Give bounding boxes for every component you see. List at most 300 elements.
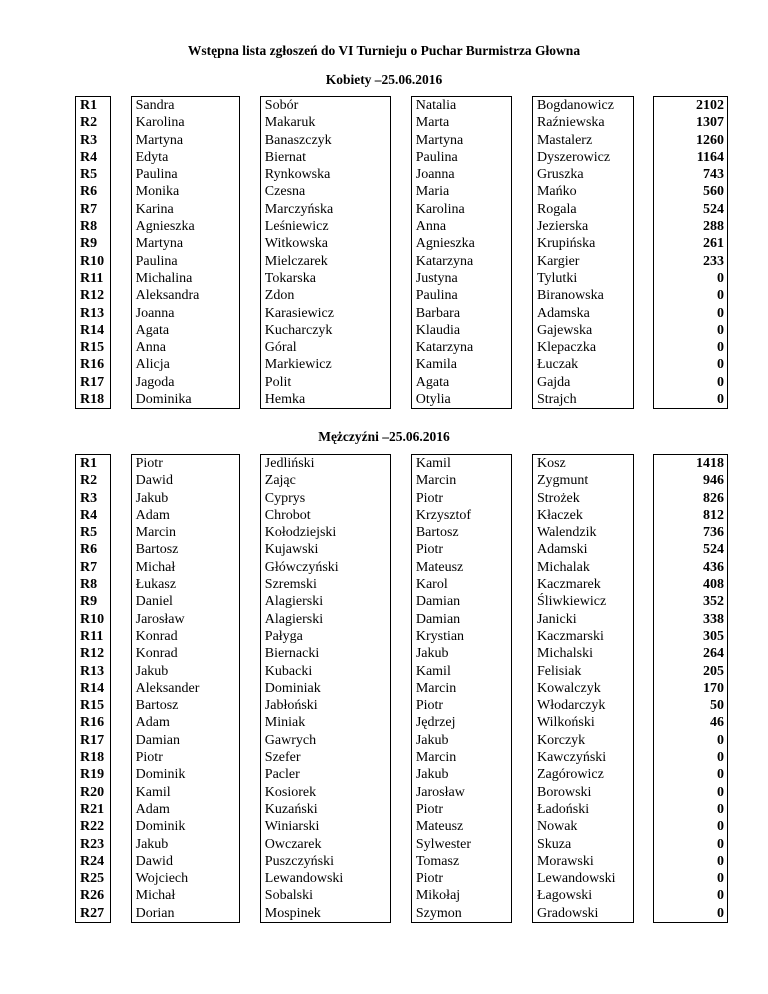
player1-first-name: Jakub bbox=[131, 836, 239, 853]
team-code: R16 bbox=[76, 714, 111, 731]
team-points: 524 bbox=[654, 541, 728, 558]
column-gap bbox=[633, 524, 654, 541]
column-gap bbox=[512, 524, 533, 541]
team-points: 743 bbox=[654, 166, 728, 183]
team-points: 338 bbox=[654, 611, 728, 628]
player2-first-name: Joanna bbox=[411, 166, 512, 183]
player1-last-name: Pałyga bbox=[260, 628, 390, 645]
column-gap bbox=[110, 818, 131, 835]
player1-last-name: Kucharczyk bbox=[260, 322, 390, 339]
team-points: 46 bbox=[654, 714, 728, 731]
player1-last-name: Puszczyński bbox=[260, 853, 390, 870]
column-gap bbox=[391, 836, 412, 853]
team-points: 0 bbox=[654, 305, 728, 322]
column-gap bbox=[391, 524, 412, 541]
team-code: R2 bbox=[76, 114, 111, 131]
team-code: R5 bbox=[76, 166, 111, 183]
column-gap bbox=[633, 593, 654, 610]
team-points: 826 bbox=[654, 490, 728, 507]
column-gap bbox=[391, 697, 412, 714]
player2-first-name: Anna bbox=[411, 218, 512, 235]
column-gap bbox=[512, 391, 533, 409]
column-gap bbox=[633, 732, 654, 749]
player2-last-name: Michalski bbox=[532, 645, 633, 662]
column-gap bbox=[633, 766, 654, 783]
column-gap bbox=[110, 455, 131, 473]
column-gap bbox=[633, 905, 654, 923]
team-row bbox=[76, 166, 728, 183]
column-gap bbox=[633, 339, 654, 356]
team-row bbox=[76, 576, 728, 593]
column-gap bbox=[512, 853, 533, 870]
column-gap bbox=[633, 183, 654, 200]
player2-last-name: Gajda bbox=[532, 374, 633, 391]
column-gap bbox=[110, 836, 131, 853]
player1-last-name: Alagierski bbox=[260, 611, 390, 628]
player2-first-name: Jakub bbox=[411, 766, 511, 783]
player2-last-name: Nowak bbox=[532, 818, 633, 835]
team-points: 0 bbox=[654, 801, 728, 818]
column-gap bbox=[391, 766, 412, 783]
player1-first-name: Adam bbox=[131, 507, 239, 524]
player2-first-name: Maria bbox=[411, 183, 512, 200]
player1-first-name: Aleksander bbox=[131, 680, 239, 697]
player1-first-name: Joanna bbox=[131, 305, 239, 322]
column-gap bbox=[110, 766, 131, 783]
column-gap bbox=[391, 356, 412, 373]
team-points: 288 bbox=[654, 218, 728, 235]
column-gap bbox=[110, 490, 131, 507]
column-gap bbox=[512, 697, 533, 714]
team-points: 0 bbox=[654, 784, 728, 801]
player2-first-name: Marcin bbox=[411, 749, 511, 766]
player1-last-name: Kuzański bbox=[260, 801, 390, 818]
team-code: R13 bbox=[76, 305, 111, 322]
column-gap bbox=[512, 541, 533, 558]
player1-last-name: Szremski bbox=[260, 576, 390, 593]
player1-first-name: Damian bbox=[131, 732, 239, 749]
team-row bbox=[76, 253, 728, 270]
player2-last-name: Łuczak bbox=[532, 356, 633, 373]
player2-last-name: Ładoński bbox=[532, 801, 633, 818]
column-gap bbox=[512, 114, 533, 131]
column-gap bbox=[633, 305, 654, 322]
column-gap bbox=[391, 270, 412, 287]
team-row bbox=[76, 714, 728, 731]
player1-first-name: Jarosław bbox=[131, 611, 239, 628]
player1-first-name: Karolina bbox=[131, 114, 239, 131]
column-gap bbox=[240, 887, 261, 904]
column-gap bbox=[633, 663, 654, 680]
team-points: 0 bbox=[654, 853, 728, 870]
player1-first-name: Martyna bbox=[131, 235, 239, 252]
column-gap bbox=[633, 836, 654, 853]
column-gap bbox=[240, 801, 261, 818]
team-code: R23 bbox=[76, 836, 111, 853]
column-gap bbox=[240, 645, 261, 662]
player2-last-name: Zagórowicz bbox=[532, 766, 633, 783]
team-points: 50 bbox=[654, 697, 728, 714]
column-gap bbox=[512, 749, 533, 766]
team-points: 1164 bbox=[654, 149, 728, 166]
player2-first-name: Karolina bbox=[411, 201, 512, 218]
player2-last-name: Gajewska bbox=[532, 322, 633, 339]
column-gap bbox=[110, 593, 131, 610]
column-gap bbox=[391, 253, 412, 270]
team-points: 2102 bbox=[654, 97, 728, 115]
player1-last-name: Kołodziejski bbox=[260, 524, 390, 541]
team-code: R27 bbox=[76, 905, 111, 923]
team-code: R15 bbox=[76, 339, 111, 356]
team-row bbox=[76, 490, 728, 507]
column-gap bbox=[110, 253, 131, 270]
team-points: 170 bbox=[654, 680, 728, 697]
column-gap bbox=[240, 818, 261, 835]
column-gap bbox=[391, 305, 412, 322]
column-gap bbox=[391, 287, 412, 304]
team-points: 0 bbox=[654, 732, 728, 749]
team-code: R9 bbox=[76, 593, 111, 610]
player1-first-name: Kamil bbox=[131, 784, 239, 801]
player2-first-name: Marcin bbox=[411, 680, 511, 697]
column-gap bbox=[240, 593, 261, 610]
column-gap bbox=[633, 645, 654, 662]
player1-last-name: Miniak bbox=[260, 714, 390, 731]
player2-first-name: Marta bbox=[411, 114, 512, 131]
player1-last-name: Tokarska bbox=[260, 270, 390, 287]
team-row bbox=[76, 905, 728, 923]
player2-last-name: Łagowski bbox=[532, 887, 633, 904]
column-gap bbox=[391, 97, 412, 115]
team-row bbox=[76, 663, 728, 680]
player1-first-name: Łukasz bbox=[131, 576, 239, 593]
player2-first-name: Kamil bbox=[411, 455, 511, 473]
player1-first-name: Alicja bbox=[131, 356, 239, 373]
player2-first-name: Krystian bbox=[411, 628, 511, 645]
team-code: R4 bbox=[76, 507, 111, 524]
player2-first-name: Klaudia bbox=[411, 322, 512, 339]
team-row bbox=[76, 766, 728, 783]
column-gap bbox=[110, 183, 131, 200]
column-gap bbox=[240, 870, 261, 887]
column-gap bbox=[512, 611, 533, 628]
team-points: 352 bbox=[654, 593, 728, 610]
column-gap bbox=[391, 455, 412, 473]
player2-first-name: Mikołaj bbox=[411, 887, 511, 904]
player1-first-name: Piotr bbox=[131, 455, 239, 473]
player2-last-name: Adamski bbox=[532, 541, 633, 558]
team-row bbox=[76, 628, 728, 645]
column-gap bbox=[633, 870, 654, 887]
column-gap bbox=[512, 663, 533, 680]
column-gap bbox=[110, 391, 131, 409]
column-gap bbox=[240, 766, 261, 783]
column-gap bbox=[633, 818, 654, 835]
team-points: 261 bbox=[654, 235, 728, 252]
column-gap bbox=[633, 611, 654, 628]
team-points: 812 bbox=[654, 507, 728, 524]
column-gap bbox=[240, 166, 261, 183]
column-gap bbox=[110, 905, 131, 923]
team-points: 1307 bbox=[654, 114, 728, 131]
team-row bbox=[76, 524, 728, 541]
column-gap bbox=[512, 253, 533, 270]
team-row bbox=[76, 339, 728, 356]
team-row bbox=[76, 818, 728, 835]
player2-last-name: Borowski bbox=[532, 784, 633, 801]
player2-first-name: Mateusz bbox=[411, 818, 511, 835]
team-row bbox=[76, 235, 728, 252]
column-gap bbox=[240, 201, 261, 218]
player2-last-name: Klepaczka bbox=[532, 339, 633, 356]
column-gap bbox=[240, 149, 261, 166]
player1-first-name: Jakub bbox=[131, 663, 239, 680]
player1-first-name: Monika bbox=[131, 183, 239, 200]
team-row bbox=[76, 559, 728, 576]
team-code: R8 bbox=[76, 576, 111, 593]
team-points: 233 bbox=[654, 253, 728, 270]
column-gap bbox=[512, 218, 533, 235]
player1-last-name: Jabłoński bbox=[260, 697, 390, 714]
column-gap bbox=[240, 287, 261, 304]
team-points: 0 bbox=[654, 270, 728, 287]
column-gap bbox=[240, 732, 261, 749]
team-code: R11 bbox=[76, 628, 111, 645]
team-points: 0 bbox=[654, 905, 728, 923]
team-row bbox=[76, 391, 728, 409]
team-code: R6 bbox=[76, 183, 111, 200]
column-gap bbox=[391, 905, 412, 923]
column-gap bbox=[512, 680, 533, 697]
player2-last-name: Kowalczyk bbox=[532, 680, 633, 697]
column-gap bbox=[512, 455, 533, 473]
column-gap bbox=[633, 576, 654, 593]
team-row bbox=[76, 836, 728, 853]
team-row bbox=[76, 183, 728, 200]
player1-first-name: Dominik bbox=[131, 818, 239, 835]
column-gap bbox=[391, 593, 412, 610]
column-gap bbox=[110, 339, 131, 356]
column-gap bbox=[240, 322, 261, 339]
team-points: 736 bbox=[654, 524, 728, 541]
column-gap bbox=[110, 887, 131, 904]
column-gap bbox=[633, 287, 654, 304]
player2-first-name: Karol bbox=[411, 576, 511, 593]
column-gap bbox=[512, 305, 533, 322]
men-section-heading: Mężczyźni –25.06.2016 bbox=[318, 429, 450, 444]
player2-first-name: Martyna bbox=[411, 132, 512, 149]
column-gap bbox=[633, 455, 654, 473]
column-gap bbox=[633, 559, 654, 576]
team-code: R12 bbox=[76, 645, 111, 662]
team-points: 0 bbox=[654, 818, 728, 835]
column-gap bbox=[633, 714, 654, 731]
team-row bbox=[76, 541, 728, 558]
column-gap bbox=[110, 576, 131, 593]
player1-last-name: Leśniewicz bbox=[260, 218, 390, 235]
player2-last-name: Gruszka bbox=[532, 166, 633, 183]
column-gap bbox=[633, 490, 654, 507]
team-row bbox=[76, 680, 728, 697]
player2-first-name: Szymon bbox=[411, 905, 511, 923]
column-gap bbox=[240, 114, 261, 131]
team-code: R16 bbox=[76, 356, 111, 373]
column-gap bbox=[240, 356, 261, 373]
player2-first-name: Barbara bbox=[411, 305, 512, 322]
player2-first-name: Agnieszka bbox=[411, 235, 512, 252]
column-gap bbox=[110, 322, 131, 339]
column-gap bbox=[633, 749, 654, 766]
column-gap bbox=[512, 870, 533, 887]
column-gap bbox=[633, 166, 654, 183]
column-gap bbox=[240, 680, 261, 697]
team-points: 946 bbox=[654, 472, 728, 489]
player1-last-name: Banaszczyk bbox=[260, 132, 390, 149]
player1-last-name: Markiewicz bbox=[260, 356, 390, 373]
column-gap bbox=[391, 541, 412, 558]
column-gap bbox=[240, 305, 261, 322]
column-gap bbox=[240, 235, 261, 252]
player1-last-name: Zdon bbox=[260, 287, 390, 304]
player1-last-name: Alagierski bbox=[260, 593, 390, 610]
team-points: 0 bbox=[654, 356, 728, 373]
player2-last-name: Michalak bbox=[532, 559, 633, 576]
team-code: R25 bbox=[76, 870, 111, 887]
player2-last-name: Felisiak bbox=[532, 663, 633, 680]
women-section-heading: Kobiety –25.06.2016 bbox=[325, 72, 443, 87]
column-gap bbox=[391, 472, 412, 489]
player1-last-name: Mospinek bbox=[260, 905, 390, 923]
player1-first-name: Daniel bbox=[131, 593, 239, 610]
player1-first-name: Dorian bbox=[131, 905, 239, 923]
team-points: 264 bbox=[654, 645, 728, 662]
player1-last-name: Dominiak bbox=[260, 680, 390, 697]
team-points: 0 bbox=[654, 287, 728, 304]
column-gap bbox=[633, 356, 654, 373]
column-gap bbox=[633, 218, 654, 235]
column-gap bbox=[512, 714, 533, 731]
column-gap bbox=[512, 905, 533, 923]
team-row bbox=[76, 374, 728, 391]
column-gap bbox=[240, 836, 261, 853]
team-row bbox=[76, 322, 728, 339]
column-gap bbox=[633, 132, 654, 149]
column-gap bbox=[110, 270, 131, 287]
player1-first-name: Marcin bbox=[131, 524, 239, 541]
column-gap bbox=[240, 663, 261, 680]
player2-first-name: Natalia bbox=[411, 97, 512, 115]
column-gap bbox=[512, 287, 533, 304]
player1-last-name: Jedliński bbox=[260, 455, 390, 473]
team-row bbox=[76, 97, 728, 115]
team-points: 436 bbox=[654, 559, 728, 576]
column-gap bbox=[110, 714, 131, 731]
player1-first-name: Bartosz bbox=[131, 541, 239, 558]
column-gap bbox=[110, 784, 131, 801]
player1-last-name: Hemka bbox=[260, 391, 390, 409]
player1-first-name: Jagoda bbox=[131, 374, 239, 391]
column-gap bbox=[512, 645, 533, 662]
player2-first-name: Mateusz bbox=[411, 559, 511, 576]
column-gap bbox=[240, 490, 261, 507]
column-gap bbox=[391, 801, 412, 818]
column-gap bbox=[391, 628, 412, 645]
column-gap bbox=[391, 714, 412, 731]
column-gap bbox=[110, 541, 131, 558]
column-gap bbox=[110, 853, 131, 870]
column-gap bbox=[240, 524, 261, 541]
column-gap bbox=[110, 218, 131, 235]
player2-last-name: Strajch bbox=[532, 391, 633, 409]
player1-first-name: Anna bbox=[131, 339, 239, 356]
column-gap bbox=[512, 322, 533, 339]
player1-first-name: Michalina bbox=[131, 270, 239, 287]
team-row bbox=[76, 732, 728, 749]
team-row bbox=[76, 870, 728, 887]
player1-last-name: Chrobot bbox=[260, 507, 390, 524]
column-gap bbox=[240, 576, 261, 593]
column-gap bbox=[240, 541, 261, 558]
men-teams-table bbox=[75, 454, 728, 923]
column-gap bbox=[512, 784, 533, 801]
player1-last-name: Sobalski bbox=[260, 887, 390, 904]
team-points: 305 bbox=[654, 628, 728, 645]
column-gap bbox=[512, 818, 533, 835]
column-gap bbox=[633, 201, 654, 218]
column-gap bbox=[391, 391, 412, 409]
column-gap bbox=[110, 235, 131, 252]
column-gap bbox=[391, 166, 412, 183]
player1-last-name: Biernat bbox=[260, 149, 390, 166]
team-code: R24 bbox=[76, 853, 111, 870]
team-code: R12 bbox=[76, 287, 111, 304]
team-points: 1260 bbox=[654, 132, 728, 149]
player1-last-name: Makaruk bbox=[260, 114, 390, 131]
column-gap bbox=[512, 270, 533, 287]
column-gap bbox=[512, 559, 533, 576]
player2-first-name: Paulina bbox=[411, 149, 512, 166]
column-gap bbox=[512, 801, 533, 818]
column-gap bbox=[512, 356, 533, 373]
column-gap bbox=[633, 853, 654, 870]
player1-first-name: Karina bbox=[131, 201, 239, 218]
team-row bbox=[76, 645, 728, 662]
column-gap bbox=[110, 114, 131, 131]
player1-last-name: Lewandowski bbox=[260, 870, 390, 887]
team-points: 0 bbox=[654, 836, 728, 853]
women-teams-table bbox=[75, 96, 728, 409]
player1-last-name: Czesna bbox=[260, 183, 390, 200]
column-gap bbox=[391, 322, 412, 339]
team-code: R4 bbox=[76, 149, 111, 166]
column-gap bbox=[240, 391, 261, 409]
player1-first-name: Agata bbox=[131, 322, 239, 339]
player2-last-name: Śliwkiewicz bbox=[532, 593, 633, 610]
player2-last-name: Biranowska bbox=[532, 287, 633, 304]
column-gap bbox=[240, 697, 261, 714]
column-gap bbox=[110, 507, 131, 524]
player2-last-name: Bogdanowicz bbox=[532, 97, 633, 115]
column-gap bbox=[110, 201, 131, 218]
team-code: R19 bbox=[76, 766, 111, 783]
column-gap bbox=[391, 218, 412, 235]
column-gap bbox=[633, 784, 654, 801]
player2-first-name: Kamila bbox=[411, 356, 512, 373]
team-code: R14 bbox=[76, 680, 111, 697]
column-gap bbox=[110, 749, 131, 766]
team-points: 0 bbox=[654, 766, 728, 783]
player1-last-name: Gawrych bbox=[260, 732, 390, 749]
